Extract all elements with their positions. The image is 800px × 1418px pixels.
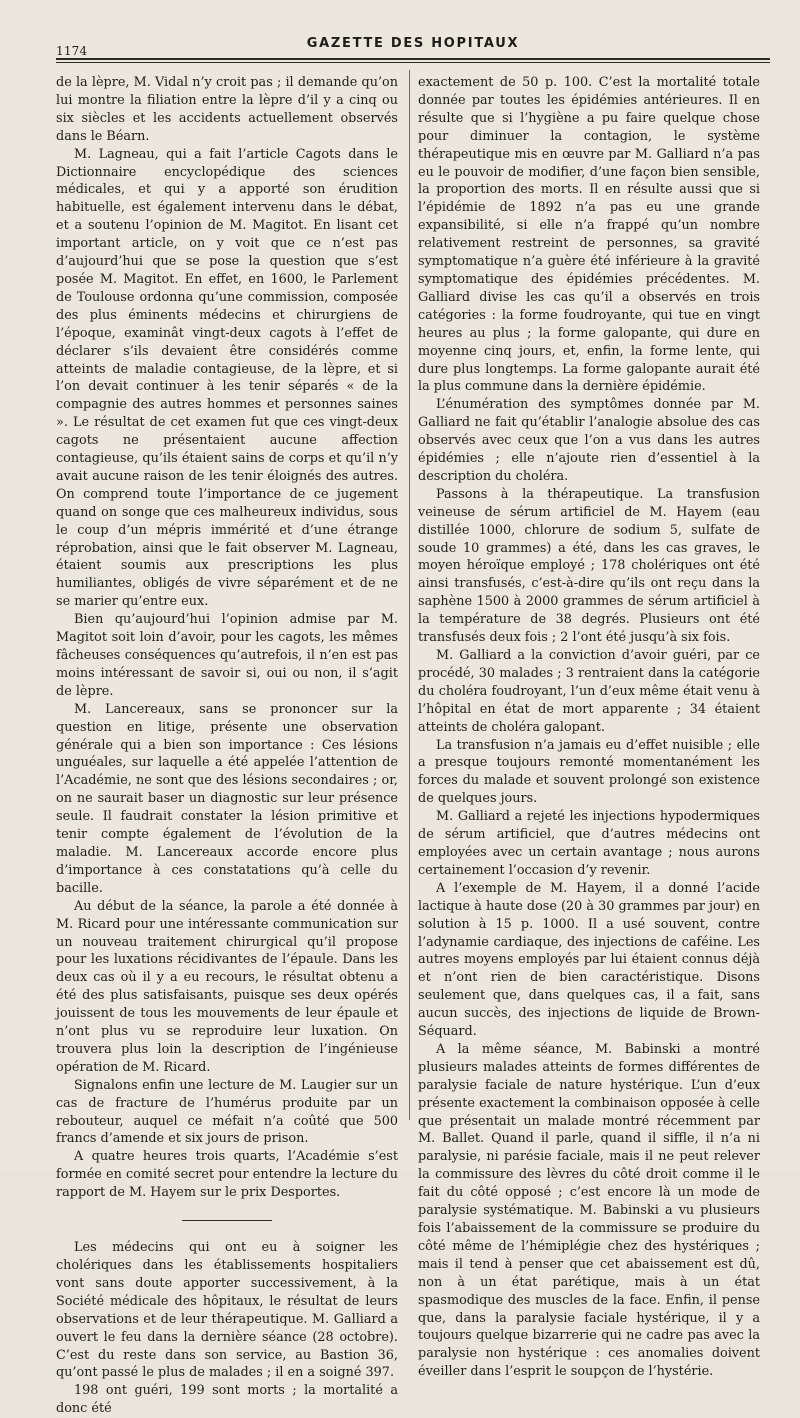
left-paragraph: Au début de la séance, la parole a été donnée à M. Ricard pour une intéressante communication sur un nouveau traitement chirurgical qu’il propose pour les luxations récidivantes de l’épaule. Dans les deux cas où il y a eu recours, le résultat obtenu a été des plus satisfaisants, puisque ses deux opérés jouissent de tous les mouvements de leur épaule et n’ont plus vu se reproduire leur luxation. On trouvera plus loin la description de l’ingénieuse opération de M. Ricard.	[56, 898, 398, 1075]
left-column	[56, 74, 398, 1418]
journal-title: GAZETTE DES HOPITAUX	[306, 36, 520, 51]
left-paragraph: 198 ont guéri, 199 sont morts ; la mortalité a donc été	[56, 1383, 398, 1417]
right-paragraph: A l’exemple de M. Hayem, il a donné l’acide lactique à haute dose (20 à 30 grammes par jour) en solution à 15 p. 1000. Il a usé souvent, contre l’adynamie cardiaque, des injections de caféine. Les autres moyens employés par lui étaient connus déjà et n’ont rien de bien caractéristique. Disons seulement que, dans quelques cas, il a fait, sans aucun succès, des injections de liquide de Brown-Séquard.	[418, 880, 760, 1040]
right-paragraph: exactement de 50 p. 100. C’est la mortalité totale donnée par toutes les épidémies antérieures. Il en résulte que si l’hygiène a pu faire quelque chose pour diminuer la contagion, le système thérapeutique mis en œuvre par M. Galliard n’a pas eu le pouvoir de modifier, d’une façon bien sensible, la proportion des morts. Il en résulte aussi que si l’épidémie de 1892 n’a pas eu une grande expansibilité, si elle n’a frappé qu’un nombre relativement restreint de personnes, sa gravité symptomatique n’a guère été inférieure à la gravité symptomatique des épidémies précédentes. M. Galliard divise les cas qu’il a observés en trois catégories : la forme foudroyante, qui tue en vingt heures au plus ; la forme galopante, qui dure en moyenne cinq jours, et, enfin, la forme lente, qui dure plus longtemps. La forme galopante aurait été la plus commune dans la dernière épidémie.	[418, 75, 760, 395]
right-paragraph: La transfusion n’a jamais eu d’effet nuisible ; elle a presque toujours remonté momentanément les forces du malade et souvent prolongé son existence de quelques jours.	[418, 737, 760, 807]
right-paragraph: A la même séance, M. Babinski a montré plusieurs malades atteints de formes différentes de paralysie faciale de nature hystérique. L’un d’eux présente exactement la combinaison opposée à celle que présentait un malade montré récemment par M. Ballet. Quand il parle, quand il siffle, il n’a ni paralysie, ni parésie faciale, mais il ne peut relever la commissure des lèvres du côté droit comme il le fait du côté opposé ; c’est encore là un mode de paralysie systématique. M. Babinski a vu plusieurs fois l’abaissement de la commissure se produire du côté même de l’hémiplégie chez des hystériques ; mais il tend à penser que cet abaissement est dû, non à un état parétique, mais à un état spasmodique des muscles de la face. Enfin, il pense que, dans la paralysie faciale hystérique, il y a toujours quelque bizarrerie qui ne cadre pas avec la paralysie non hystérique : ces anomalies doivent éveiller dans l’esprit le soupçon de l’hystérie.	[418, 1041, 760, 1380]
right-paragraph: M. Galliard a la conviction d’avoir guéri, par ce procédé, 30 malades ; 3 rentraient dans la catégorie du choléra foudroyant, l’un d’eux même était venu à l’hôpital en état de mort apparente ; 34 étaient atteints de choléra galopant.	[418, 648, 760, 735]
left-paragraph: Bien qu’aujourd’hui l’opinion admise par M. Magitot soit loin d’avoir, pour les cagots, les mêmes fâcheuses conséquences qu’autrefois, il n’en est pas moins intéressant de savoir si, oui ou non, il s’agit de lèpre.	[56, 612, 398, 699]
left-paragraph: Les médecins qui ont eu à soigner les cholériques dans les établissements hospitaliers vont sans doute apporter successivement, à la Société médicale des hôpitaux, le résultat de leurs observations et de leur thérapeutique. M. Galliard a ouvert le feu dans la dernière séance (28 octobre). C’est du reste dans son service, au Bastion 36, qu’ont passé le plus de malades ; il en a soigné 397.	[56, 1240, 398, 1381]
right-paragraph: L’énumération des symptômes donnée par M. Galliard ne fait qu’établir l’analogie absolue des cas observés avec ceux que l’on a vus dans les autres épidémies ; elle n’ajoute rien d’essentiel à la description du choléra.	[418, 397, 760, 484]
header-rule-bottom	[56, 62, 770, 63]
left-paragraph: M. Lancereaux, sans se prononcer sur la question en litige, présente une observation générale qui a bien son importance : Ces lésions unguéales, sur laquelle a été appelée l’attention de l’Académie, ne sont que des lésions secondaires ; or, on ne saurait baser un diagnostic sur leur présence seule. Il faudrait constater la lésion primitive et tenir compte également de l’évolution de la maladie. M. Lancereaux accorde encore plus d’importance à ces constatations qu’à celle du bacille.	[56, 701, 398, 896]
left-paragraph: de la lèpre, M. Vidal n’y croit pas ; il demande qu’on lui montre la filiation entre la lèpre d’il y a cinq ou six siècles et les accidents actuellement observés dans le Béarn.	[56, 75, 398, 144]
right-paragraph: M. Galliard a rejeté les injections hypodermiques de sérum artificiel, que d’autres médecins ont employées avec un certain avantage ; nous aurons certainement l’occasion d’y revenir.	[418, 809, 760, 878]
left-paragraph: Signalons enfin une lecture de M. Laugier sur un cas de fracture de l’humérus produite par un rebouteur, auquel ce méfait n’a coûté que 500 francs d’amende et six jours de prison.	[56, 1077, 398, 1147]
column-divider	[409, 70, 410, 1120]
page-number: 1174	[56, 44, 88, 58]
left-paragraph: A quatre heures trois quarts, l’Académie s’est formée en comité secret pour entendre la lecture du rapport de M. Hayem sur le prix Desportes.	[56, 1149, 398, 1201]
section-separator	[182, 1220, 272, 1221]
header-rule-top	[56, 58, 770, 60]
right-column	[418, 74, 760, 1381]
right-paragraph: Passons à la thérapeutique. La transfusion veineuse de sérum artificiel de M. Hayem (eau distillée 1000, chlorure de sodium 5, sulfate de soude 10 grammes) a été, dans les cas graves, le moyen héroïque employé ; 178 cholériques ont été ainsi transfusés, c’est-à-dire qu’ils ont reçu dans la saphène 1500 à 2000 grammes de sérum artificiel à la température de 38 degrés. Plusieurs ont été transfusés deux fois ; 2 l’ont été jusqu’à six fois.	[418, 486, 760, 646]
left-paragraph: M. Lagneau, qui a fait l’article Cagots dans le Dictionnaire encyclopédique des sciences médicales, et qui y a apporté son érudition habituelle, est également intervenu dans le débat, et a soutenu l’opinion de M. Magitot. En lisant cet important article, on y voit que ce n’est pas d’aujourd’hui que se pose la question que s’est posée M. Magitot. En effet, en 1600, le Parlement de Toulouse ordonna qu’une commission, composée des plus éminents médecins et chirurgiens de l’époque, examinât vingt-deux cagots à l’effet de déclarer s’ils devaient être considérés comme atteints de maladie contagieuse, de la lèpre, et si l’on devait continuer à les tenir séparés « de la compagnie des autres hommes et personnes saines ». Le résultat de cet examen fut que ces vingt-deux cagots ne présentaient aucune affection contagieuse, qu’ils étaient sains de corps et qu’il n’y avait aucune raison de les tenir éloignés des autres. On comprend toute l’importance de ce jugement quand on songe que ces malheureux individus, sous le coup d’un mépris immérité et d’une étrange réprobation, ainsi que le fait observer M. Lagneau, étaient soumis aux prescriptions les plus humiliantes, obligés de vivre séparément et de ne se marier qu’entre eux.	[56, 146, 398, 610]
